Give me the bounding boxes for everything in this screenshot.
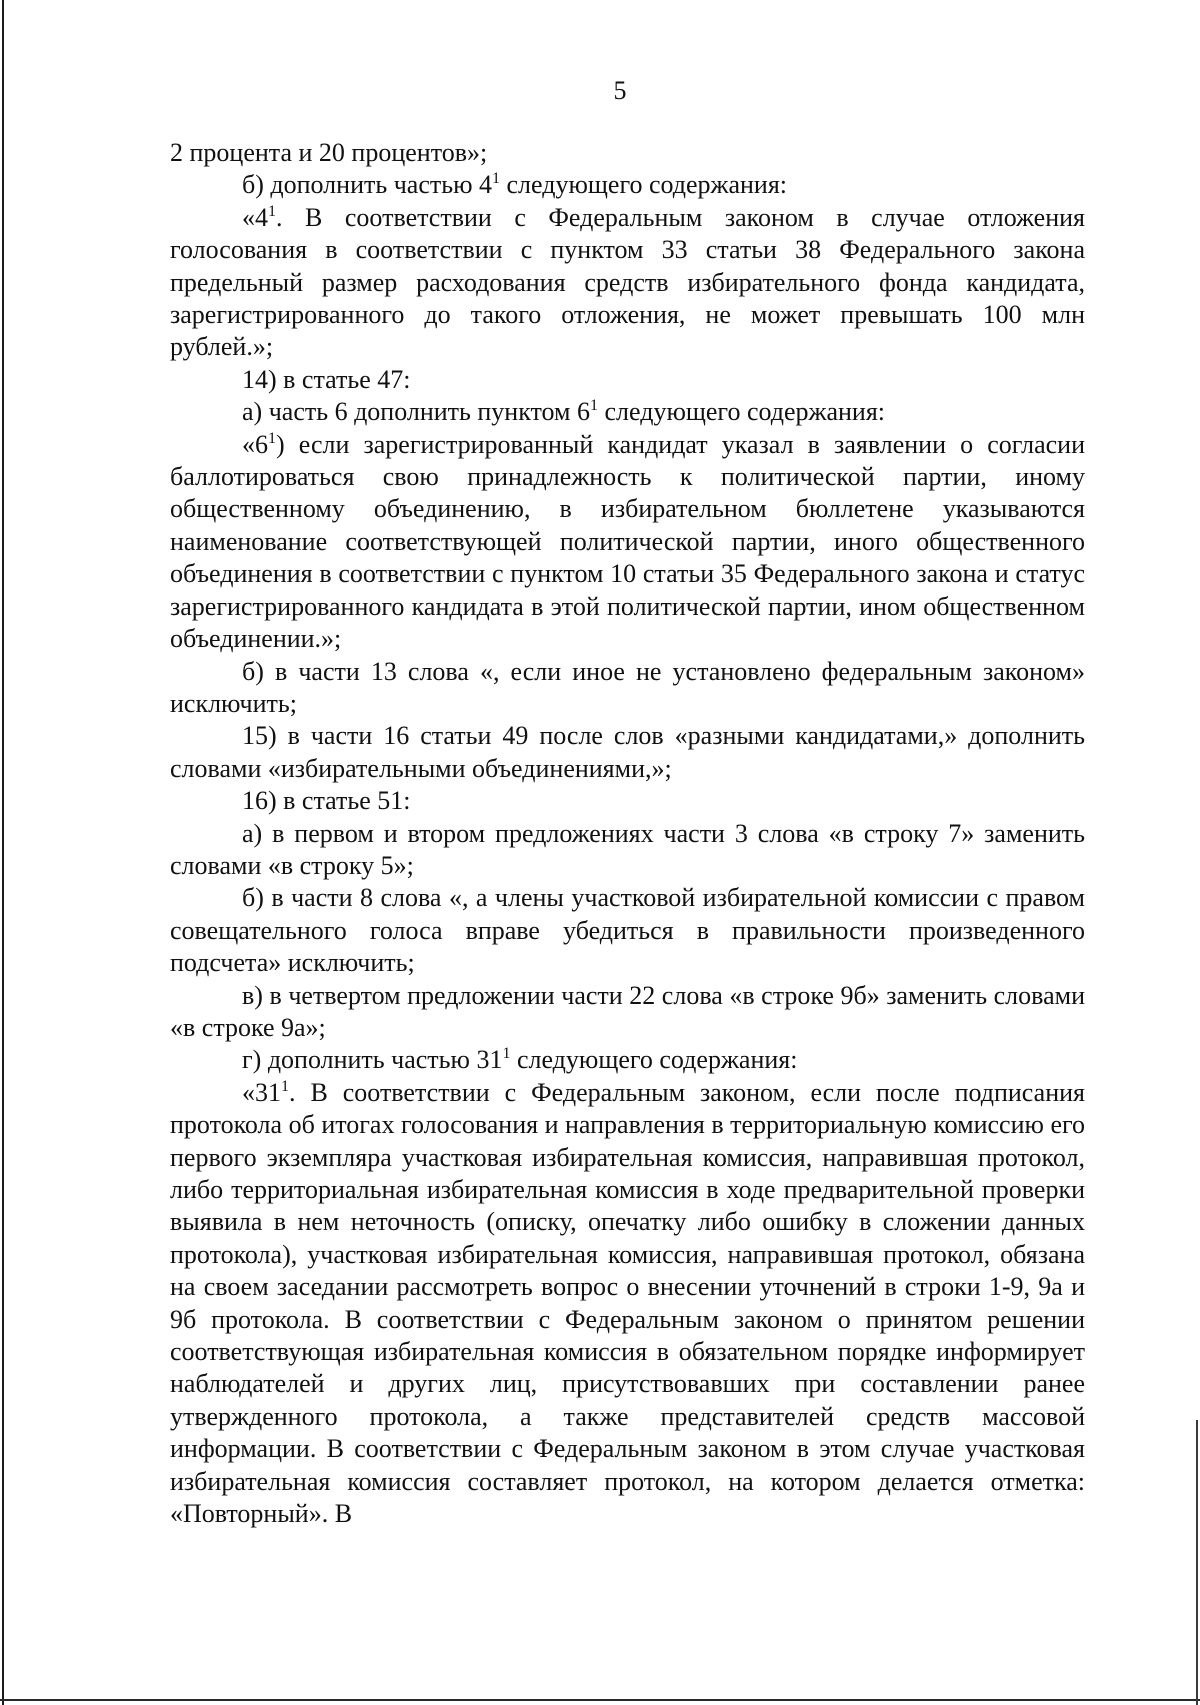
paragraph-text: б) в части 13 слова «, если иное не установлено федеральным законом» исключить;: [170, 656, 1085, 718]
superscript-index: 1: [502, 1045, 511, 1063]
paragraph: [170, 1077, 1085, 1531]
paragraph-text: 16) в статье 51:: [242, 786, 411, 816]
superscript-index: 1: [268, 202, 276, 220]
paragraph: [170, 137, 1085, 169]
paragraph: [170, 169, 1085, 201]
paragraph-text: «6: [242, 429, 268, 459]
paragraph-text: . В соответствии с Федеральным законом в случае отложения голосования в соответствии с пунктом 33 статьи 38 Федерального закона предельный размер расходования средств избирательного фонда кандидата, зарегистрированного до такого отложения, не может превышать 100 млн рублей.»;: [170, 202, 1085, 362]
paragraph: [170, 429, 1085, 656]
superscript-index: 1: [281, 1077, 289, 1095]
paragraph-text: в) в четвертом предложении части 22 слова «в строке 9б» заменить словами «в строке 9а»;: [170, 980, 1085, 1042]
paragraph-text: 2 процента и 20 процентов»;: [170, 138, 488, 167]
paragraph: [170, 720, 1085, 785]
document-body: [170, 137, 1085, 1530]
paragraph-text: следующего содержания:: [500, 170, 788, 200]
paragraph: [170, 364, 1085, 396]
paragraph: [170, 1044, 1085, 1076]
paragraph: [170, 818, 1085, 883]
paragraph-text: «4: [242, 202, 268, 232]
paragraph-text: «31: [242, 1077, 281, 1107]
paragraph: [170, 980, 1085, 1045]
paragraph-text: следующего содержания:: [510, 1045, 798, 1075]
paragraph: [170, 396, 1085, 428]
scan-edge-bottom: [0, 1699, 1200, 1701]
paragraph-text: а) часть 6 дополнить пунктом 6: [242, 397, 590, 427]
scan-edge-left: [2, 0, 4, 1705]
paragraph-text: 14) в статье 47:: [242, 364, 411, 394]
paragraph-text: г) дополнить частью 31: [242, 1045, 503, 1075]
paragraph-text: б) дополнить частью 4: [242, 170, 493, 200]
paragraph-text: следующего содержания:: [598, 397, 886, 427]
paragraph: [170, 656, 1085, 721]
paragraph: [170, 202, 1085, 364]
superscript-index: 1: [492, 170, 501, 188]
superscript-index: 1: [590, 397, 598, 415]
paragraph: [170, 785, 1085, 817]
paragraph-text: 15) в части 16 статьи 49 после слов «разными кандидатами,» дополнить словами «избирательными объединениями,»;: [170, 721, 1085, 783]
scan-edge-right: [1196, 1420, 1198, 1705]
paragraph-text: а) в первом и втором предложениях части 3 слова «в строку 7» заменить словами «в строку 5»;: [170, 818, 1085, 880]
superscript-index: 1: [268, 429, 276, 447]
paragraph-text: б) в части 8 слова «, а члены участковой избирательной комиссии с правом совещательного голоса вправе убедиться в правильности произведенного подсчета» исключить;: [170, 883, 1085, 978]
paragraph-text: . В соответствии с Федеральным законом, если после подписания протокола об итогах голосования и направления в территориальную комиссию его первого экземпляра участковая избирательная комиссия, направившая протокол, либо территориальная избирательная комиссия в ходе предварительной проверки выявила в нем неточность (описку, опечатку либо ошибку в сложении данных протокола), участковая избирательная комиссия, направившая протокол, обязана на своем заседании рассмотреть вопрос о внесении уточнений в строки 1-9, 9а и 9б протокола. В соответствии с Федеральным законом о принятом решении соответствующая избирательная комиссия в обязательном порядке информирует наблюдателей и других лиц, присутствовавших при составлении ранее утвержденного протокола, а также представителей средств массовой информации. В соответствии с Федеральным законом в этом случае участковая избирательная комиссия составляет протокол, на котором делается отметка: «Повторный». В: [170, 1077, 1085, 1529]
page-number: 5: [613, 76, 627, 105]
paragraph: [170, 882, 1085, 979]
paragraph-text: ) если зарегистрированный кандидат указал в заявлении о согласии баллотироваться свою принадлежность к политической партии, иному общественному объединению, в избирательном бюллетене указываются наименование соответствующей политической партии, иного общественного объединения в соответствии с пунктом 10 статьи 35 Федерального закона и статус зарегистрированного кандидата в этой политической партии, ином общественном объединении.»;: [170, 429, 1085, 654]
